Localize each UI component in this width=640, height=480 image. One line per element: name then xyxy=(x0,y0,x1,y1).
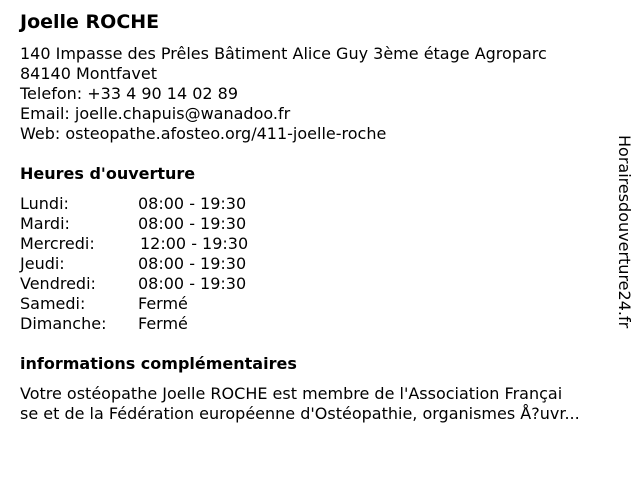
phone-text: Telefon: +33 4 90 14 02 89 xyxy=(20,84,239,103)
day-label: Vendredi: xyxy=(20,274,96,293)
day-hours: Fermé xyxy=(138,294,188,313)
day-hours: 08:00 - 19:30 xyxy=(138,274,247,293)
contact-block xyxy=(20,44,547,144)
day-hours: 12:00 - 19:30 xyxy=(140,234,249,253)
email-text: Email: joelle.chapuis@wanadoo.fr xyxy=(20,104,291,123)
site-watermark: Horairesdouverture24.fr xyxy=(615,135,634,329)
hours-row-monday xyxy=(20,194,248,214)
day-hours: Fermé xyxy=(138,314,188,333)
day-label: Jeudi: xyxy=(20,254,65,273)
hours-row-wednesday xyxy=(20,234,248,254)
description-text xyxy=(20,384,630,424)
day-label: Mardi: xyxy=(20,214,70,233)
web-text: Web: osteopathe.afosteo.org/411-joelle-roche xyxy=(20,124,387,143)
day-hours: 08:00 - 19:30 xyxy=(138,194,247,213)
address-line-1: 140 Impasse des Prêles Bâtiment Alice Guy 3ème étage Agroparc xyxy=(20,44,547,63)
hours-table xyxy=(20,194,248,334)
hours-row-friday xyxy=(20,274,248,294)
business-name: Joelle ROCHE xyxy=(20,11,160,33)
day-label: Mercredi: xyxy=(20,234,95,253)
hours-row-sunday xyxy=(20,314,248,334)
day-hours: 08:00 - 19:30 xyxy=(138,254,247,273)
description-line-2: se et de la Fédération européenne d'Ostéopathie, organismes Å?uvr... xyxy=(20,404,580,423)
hours-row-thursday xyxy=(20,254,248,274)
day-label: Lundi: xyxy=(20,194,69,213)
address-line-2: 84140 Montfavet xyxy=(20,64,158,83)
description-line-1: Votre ostéopathe Joelle ROCHE est membre de l'Association Françai xyxy=(20,384,563,403)
day-label: Dimanche: xyxy=(20,314,107,333)
hours-row-tuesday xyxy=(20,214,248,234)
day-hours: 08:00 - 19:30 xyxy=(138,214,247,233)
hours-heading: Heures d'ouverture xyxy=(20,164,196,183)
hours-row-saturday xyxy=(20,294,248,314)
day-label: Samedi: xyxy=(20,294,86,313)
info-heading: informations complémentaires xyxy=(20,354,297,373)
